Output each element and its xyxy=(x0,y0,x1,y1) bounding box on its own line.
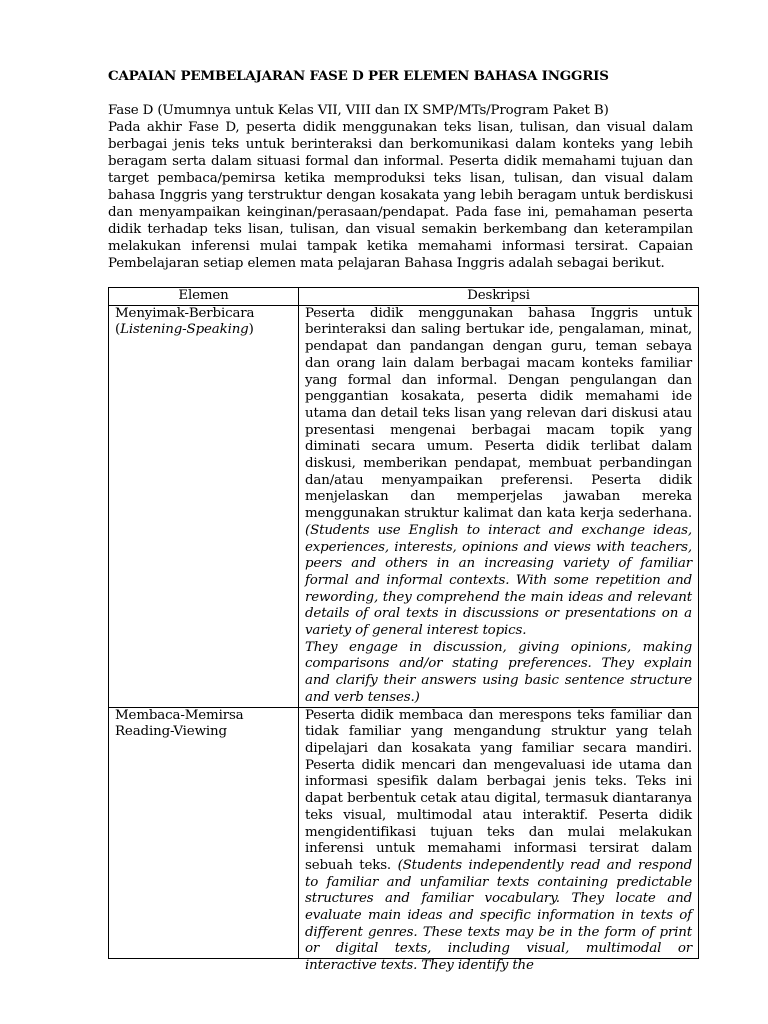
deskripsi-clip xyxy=(305,707,693,974)
deskripsi-english: (Students use English to interact and exchange ideas, experiences, interests, opinions and views with teachers, peers and others in an increasing variety of familiar formal and informal contexts. With some repetition and rewording, they comprehend the main ideas and relevant details of oral texts in discussions or presentations on a variety of general interest topics. xyxy=(305,522,692,639)
page-title: CAPAIAN PEMBELAJARAN FASE D PER ELEMEN BAHASA INGGRIS xyxy=(108,68,609,84)
deskripsi-indonesian: Peserta didik membaca dan merespons teks familiar dan tidak familiar yang mengandung struktur yang telah dipelajari dan kosakata yang familiar secara mandiri. Peserta didik mencari dan mengevaluasi ide utama dan informasi spesifik dalam berbagai jenis teks. Teks ini dapat berbentuk cetak atau digital, termasuk diantaranya teks visual, multimodal atau interaktif. Peserta didik mengidentifikasi tujuan teks dan mulai melakukan inferensi untuk memahami informasi tersirat dalam sebuah teks. xyxy=(305,707,692,873)
deskripsi-text xyxy=(305,708,692,975)
elemen-name: Membaca-Memirsa xyxy=(115,707,244,723)
deskripsi-english: (Students independently read and respond to familiar and unfamiliar texts containing predictable structures and familiar vocabulary. They locate and evaluate main ideas and specific information in texts of different genres. These texts may be in the form of print or digital texts, including visual, multimodal or interactive texts. They identify the xyxy=(305,857,693,974)
paren-close: ) xyxy=(248,322,254,338)
intro-paragraph: Pada akhir Fase D, peserta didik menggunakan teks lisan, tulisan, dan visual dalam berbagai jenis teks untuk berinteraksi dan berkomunikasi dalam konteks yang lebih beragam serta dalam situasi formal dan informal. Peserta didik memahami tujuan dan target pembaca/pemirsa ketika memproduksi teks lisan, tulisan, dan visual dalam bahasa Inggris yang terstruktur dengan kosakata yang lebih beragam untuk berdiskusi dan menyampaikan keinginan/perasaan/pendapat. Pada fase ini, pemahaman peserta didik terhadap teks lisan, tulisan, dan visual semakin berkembang dan keterampilan melakukan inferensi mulai tampak ketika memahami informasi tersirat. Capaian Pembelajaran setiap elemen mata pelajaran Bahasa Inggris adalah sebagai berikut. xyxy=(108,120,693,271)
paren-open: ( xyxy=(115,322,121,338)
table-row xyxy=(109,305,699,707)
elemen-table xyxy=(108,287,699,974)
deskripsi-english-continued: They engage in discussion, giving opinions, making comparisons and/or stating preferences. They explain and clarify their answers using basic sentence structure and verb tenses.) xyxy=(305,639,692,705)
fase-line: Fase D (Umumnya untuk Kelas VII, VIII dan IX SMP/MTs/Program Paket B) xyxy=(108,103,609,118)
deskripsi-cell xyxy=(299,707,699,974)
header-elemen: Elemen xyxy=(109,288,299,306)
elemen-english-name: Reading-Viewing xyxy=(115,724,227,740)
deskripsi-text xyxy=(305,306,692,640)
table-header-row xyxy=(109,288,699,306)
elemen-cell xyxy=(109,707,299,958)
header-deskripsi: Deskripsi xyxy=(299,288,699,306)
elemen-cell xyxy=(109,305,299,707)
intro-section xyxy=(108,102,693,272)
elemen-english-name xyxy=(115,322,292,339)
table-row xyxy=(109,707,699,958)
elemen-english-italic: Listening-Speaking xyxy=(120,322,249,338)
deskripsi-indonesian: Peserta didik menggunakan bahasa Inggris untuk berinteraksi dan saling bertukar ide, pengalaman, minat, pendapat dan pandangan dengan guru, teman sebaya dan orang lain dalam berbagai macam konteks familiar yang formal dan informal. Dengan pengulangan dan penggantian kosakata, peserta didik memahami ide utama dan detail teks lisan yang relevan dari diskusi atau presentasi mengenai berbagai macam topik yang diminati secara umum. Peserta didik terlibat dalam diskusi, memberikan pendapat, membuat perbandingan dan/atau menyampaikan preferensi. Peserta didik menjelaskan dan memperjelas jawaban mereka menggunakan struktur kalimat dan kata kerja sederhana. xyxy=(305,305,692,522)
elemen-name: Menyimak-Berbicara xyxy=(115,305,255,321)
deskripsi-cell xyxy=(299,305,699,707)
